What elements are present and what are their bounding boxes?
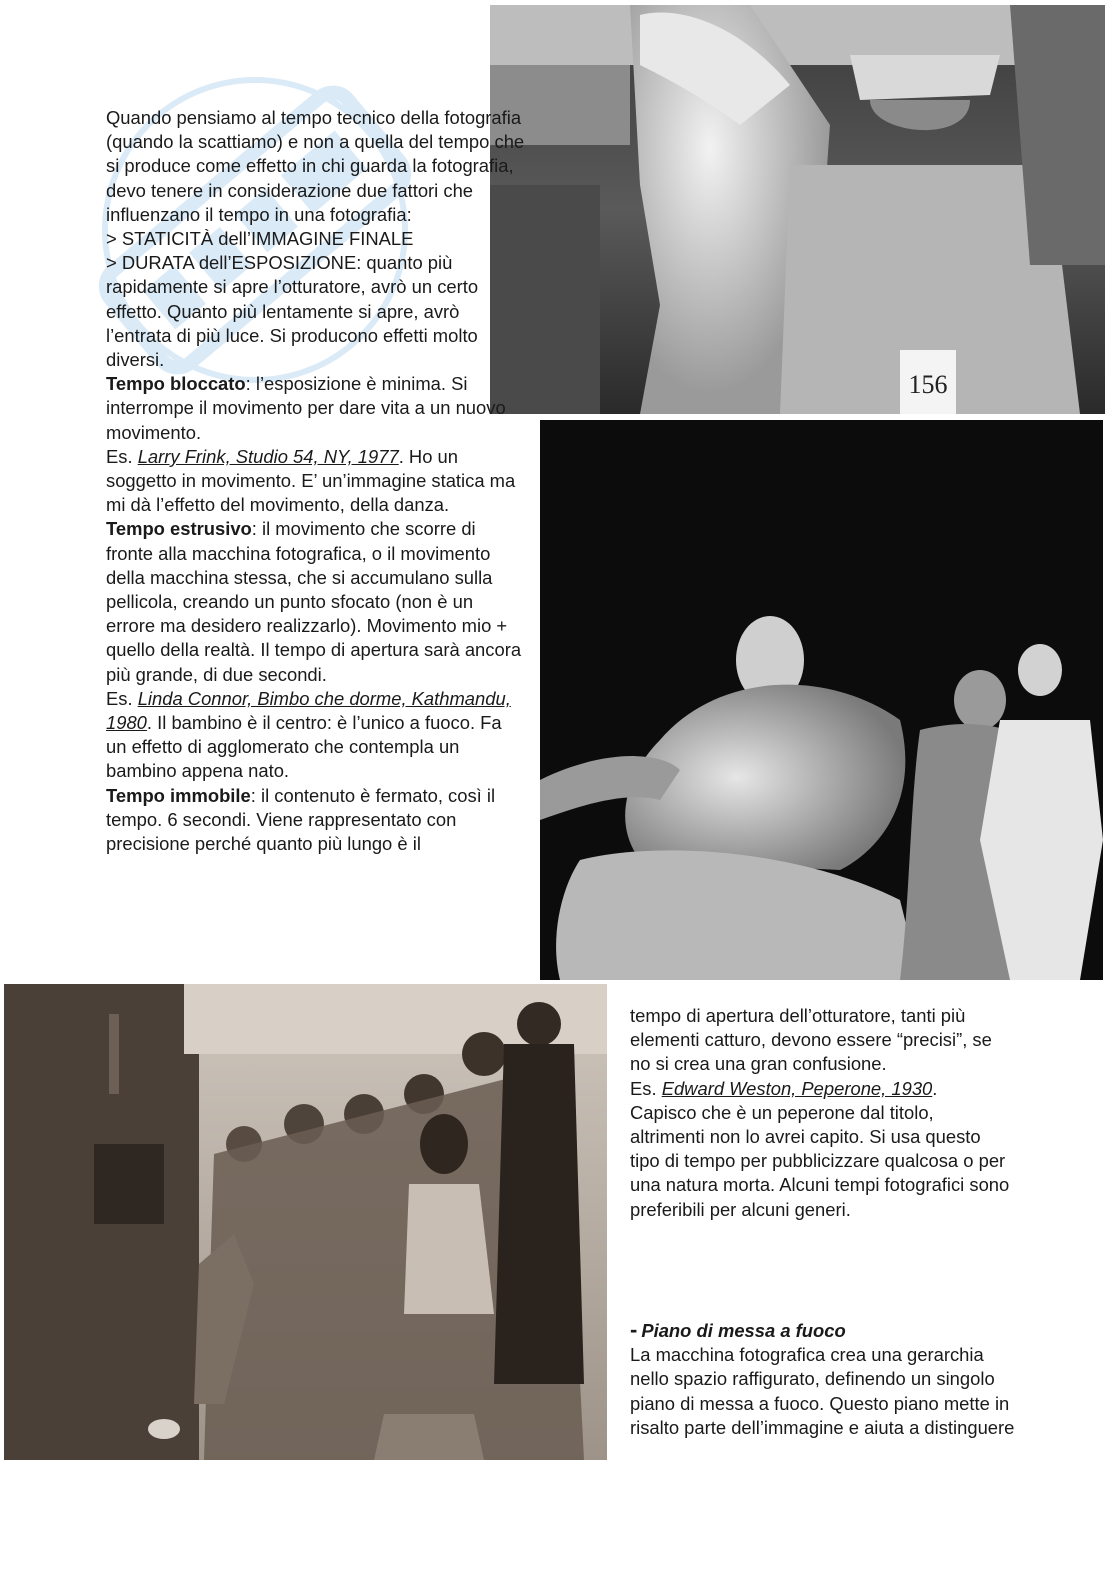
intro-paragraph: Quando pensiamo al tempo tecnico della fotografia (quando la scattiamo) e non a quella del tempo che si produce come effetto in chi guarda la fotografia, devo tenere in considerazione due fattori che influenzano il tempo in una fotografia:	[106, 107, 525, 225]
example-reference: Edward Weston, Peperone, 1930	[661, 1077, 933, 1099]
photo-cowboy-with-bull	[490, 5, 1105, 414]
example-reference: Linda Connor, Bimbo che dorme, Kathmandu, 1980	[106, 687, 511, 734]
tempo-bloccato-term: Tempo bloccato	[106, 373, 246, 395]
factor-durata: > DURATA dell’ESPOSIZIONE: quanto più rapidamente si apre l’otturatore, avrò un certo effetto. Quanto più lentamente si apre, avrò l’entrata di più luce. Si producono effetti molto diversi.	[106, 252, 479, 371]
factor-staticita: > STATICITÀ dell’IMMAGINE FINALE	[106, 228, 414, 250]
example-edward-weston	[630, 1077, 1010, 1101]
example-prefix: Es.	[106, 445, 138, 467]
main-text-column	[106, 106, 526, 856]
photo-studio-54-dancer	[540, 420, 1103, 980]
tempo-bloccato-paragraph	[106, 372, 526, 445]
continuation-text-column	[630, 1004, 1010, 1222]
example-text: . Il bambino è il centro: è l’unico a fuoco. Fa un effetto di agglomerato che contempla un bambino appena nato.	[106, 712, 502, 782]
example-larry-frink	[106, 445, 526, 518]
section-title: Piano di messa a fuoco	[641, 1320, 846, 1341]
example-period: .	[932, 1077, 938, 1099]
photo-kathmandu-crowd	[4, 984, 607, 1460]
example-text: . Ho un soggetto in movimento. E’ un’immagine statica ma mi dà l’effetto del movimento, della danza.	[106, 445, 516, 516]
tempo-estrusivo-text: : il movimento che scorre di fronte alla macchina fotografica, o il movimento della macchina stessa, che si accumulano sulla pellicola, creando un punto sfocato (non è un errore ma desidero realizzarlo). Movimento mio + quello della realtà. Il tempo di apertura sarà ancora più grande, di due secondi.	[106, 518, 522, 685]
tempo-estrusivo-paragraph	[106, 517, 526, 686]
cow-tag-number: 156	[908, 370, 948, 399]
section-dash: -	[630, 1317, 638, 1342]
tempo-estrusivo-term: Tempo estrusivo	[106, 518, 252, 540]
example-weston-text: Capisco che è un peperone dal titolo, altrimenti non lo avrei capito. Si usa questo tipo di tempo per pubblicizzare qualcosa o per una natura morta. Alcuni tempi fotografici sono preferibili per alcuni generi.	[630, 1101, 1010, 1220]
section-heading	[630, 1318, 1015, 1343]
tempo-immobile-text: : il contenuto è fermato, così il tempo. 6 secondi. Viene rappresentato con precisione perché quanto più lungo è il	[106, 784, 496, 855]
example-reference: Larry Frink, Studio 54, NY, 1977	[137, 445, 399, 467]
section-body: La macchina fotografica crea una gerarchia nello spazio raffigurato, definendo un singolo piano di messa a fuoco. Questo piano mette in risalto parte dell’immagine e aiuta a distinguere	[630, 1344, 1015, 1438]
tempo-bloccato-text: : l’esposizione è minima. Si interrompe il movimento per dare vita a un nuovo movimento.	[106, 373, 506, 443]
continuation-paragraph: tempo di apertura dell’otturatore, tanti più elementi catturo, devono essere “precisi”, se no si crea una gran confusione.	[630, 1005, 992, 1075]
tempo-immobile-term: Tempo immobile	[106, 784, 251, 806]
example-linda-connor	[106, 687, 526, 784]
tempo-immobile-paragraph	[106, 784, 526, 857]
example-prefix: Es.	[106, 687, 138, 709]
example-prefix: Es.	[630, 1077, 662, 1099]
focus-plane-section	[630, 1318, 1015, 1440]
